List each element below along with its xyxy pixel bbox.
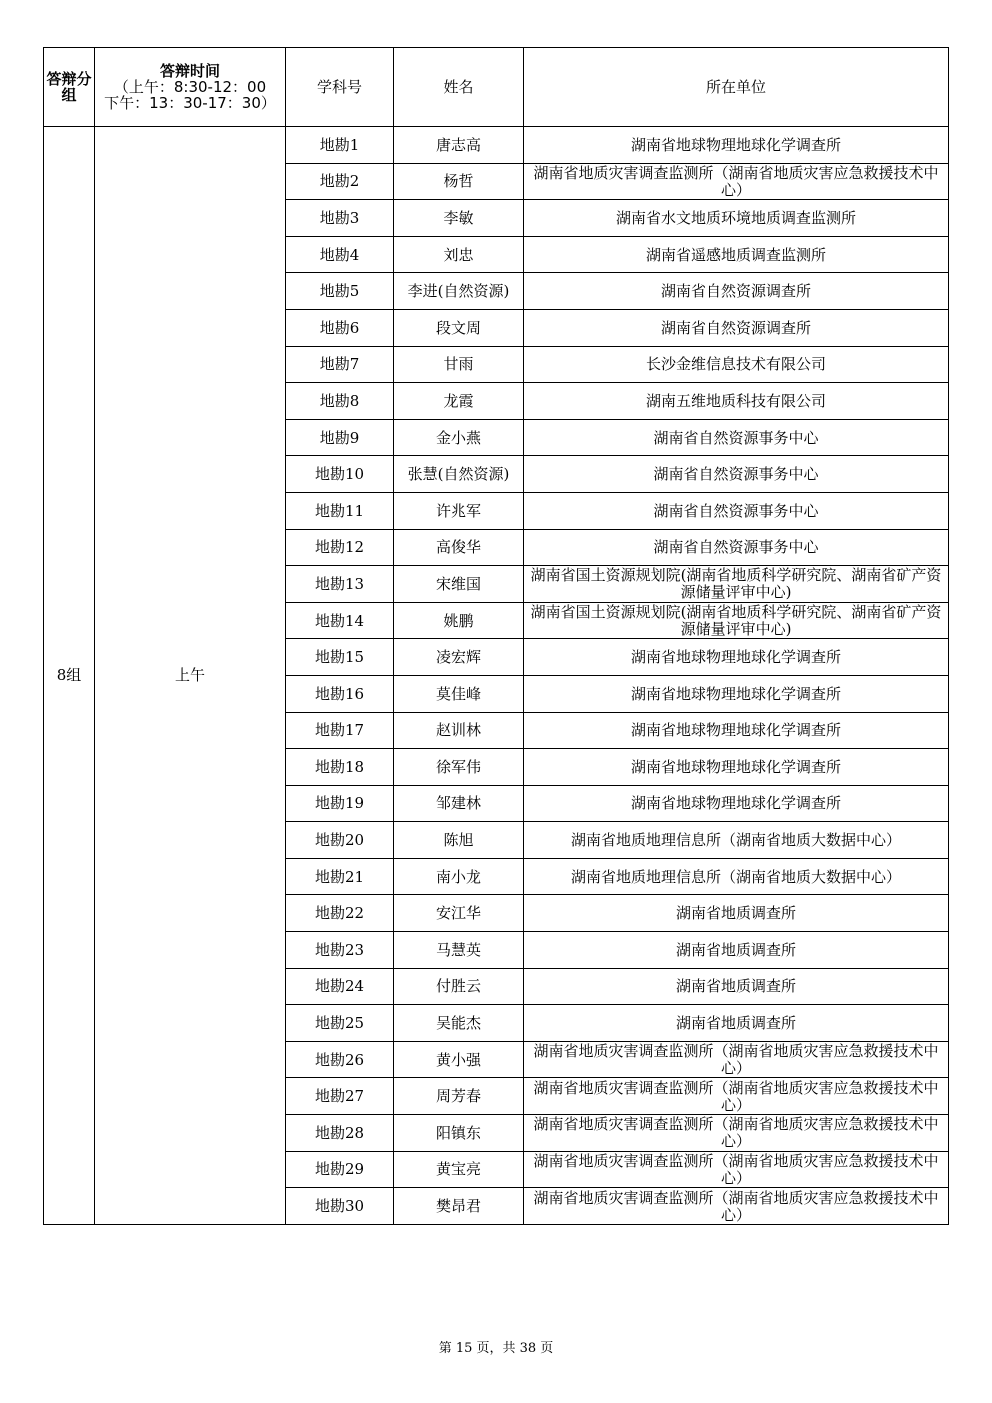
unit-text: 湖南省地质调查所 [675, 1014, 796, 1033]
unit-text: 湖南省地质灾害调查监测所（湖南省地质灾害应急救援技术中心） [533, 1079, 939, 1113]
unit-cell [524, 1078, 949, 1115]
unit-text: 湖南省国土资源规划院(湖南省地质科学研究院、湖南省矿产资源储量评审中心) [530, 567, 942, 601]
page-footer: 第 15 页，共 38 页 [438, 1341, 554, 1356]
unit-cell [524, 639, 949, 676]
name-cell: 莫佳峰 [394, 675, 524, 712]
subject-no-cell: 地勘6 [286, 309, 394, 346]
unit-cell [524, 163, 949, 200]
unit-cell [524, 785, 949, 822]
unit-text: 湖南省自然资源事务中心 [653, 465, 819, 484]
name-cell: 凌宏辉 [394, 639, 524, 676]
unit-text: 湖南五维地质科技有限公司 [645, 391, 826, 410]
name-cell: 樊昂君 [394, 1188, 524, 1225]
subject-no-cell: 地勘15 [286, 639, 394, 676]
schedule-table [43, 47, 949, 1225]
unit-text: 湖南省自然资源调查所 [660, 318, 811, 337]
subject-no-cell: 地勘19 [286, 785, 394, 822]
unit-cell [524, 236, 949, 273]
name-cell: 李敏 [394, 200, 524, 237]
subject-no-cell: 地勘8 [286, 383, 394, 420]
unit-text: 湖南省自然资源调查所 [660, 282, 811, 301]
subject-no-cell: 地勘24 [286, 968, 394, 1005]
subject-no-cell: 地勘29 [286, 1151, 394, 1188]
name-cell: 南小龙 [394, 858, 524, 895]
unit-cell [524, 1188, 949, 1225]
unit-cell [524, 492, 949, 529]
time-cell: 上午 [95, 127, 286, 1225]
name-cell: 宋维国 [394, 566, 524, 603]
subject-no-cell: 地勘17 [286, 712, 394, 749]
unit-text: 湖南省国土资源规划院(湖南省地质科学研究院、湖南省矿产资源储量评审中心) [530, 604, 942, 638]
header-row [44, 48, 949, 127]
unit-cell [524, 895, 949, 932]
name-cell: 张慧(自然资源) [394, 456, 524, 493]
name-cell: 周芳春 [394, 1078, 524, 1115]
subject-no-cell: 地勘16 [286, 675, 394, 712]
subject-no-cell: 地勘30 [286, 1188, 394, 1225]
name-cell: 许兆军 [394, 492, 524, 529]
unit-text: 湖南省地球物理地球化学调查所 [630, 721, 841, 740]
subject-no-cell: 地勘7 [286, 346, 394, 383]
unit-text: 湖南省自然资源事务中心 [653, 428, 819, 447]
name-cell: 李进(自然资源) [394, 273, 524, 310]
subject-no-cell: 地勘22 [286, 895, 394, 932]
header-name: 姓名 [394, 48, 524, 127]
unit-cell [524, 932, 949, 969]
unit-cell [524, 200, 949, 237]
header-time-am: （上午：8:30-12：00 [113, 78, 267, 96]
unit-cell [524, 1041, 949, 1078]
header-time [95, 48, 286, 127]
name-cell: 甘雨 [394, 346, 524, 383]
unit-text: 湖南省遥感地质调查监测所 [645, 245, 826, 264]
unit-text: 湖南省地球物理地球化学调查所 [630, 648, 841, 667]
name-cell: 龙霞 [394, 383, 524, 420]
name-cell: 姚鹏 [394, 602, 524, 639]
subject-no-cell: 地勘25 [286, 1005, 394, 1042]
subject-no-cell: 地勘12 [286, 529, 394, 566]
name-cell: 马慧英 [394, 932, 524, 969]
subject-no-cell: 地勘23 [286, 932, 394, 969]
unit-cell [524, 1005, 949, 1042]
unit-cell [524, 309, 949, 346]
subject-no-cell: 地勘1 [286, 127, 394, 164]
unit-text: 湖南省地质灾害调查监测所（湖南省地质灾害应急救援技术中心） [533, 164, 939, 198]
unit-text: 湖南省地质调查所 [675, 904, 796, 923]
unit-text: 湖南省地质调查所 [675, 940, 796, 959]
name-cell: 陈旭 [394, 822, 524, 859]
name-cell: 金小燕 [394, 419, 524, 456]
name-cell: 唐志高 [394, 127, 524, 164]
unit-cell [524, 858, 949, 895]
unit-cell [524, 273, 949, 310]
unit-text: 湖南省地质调查所 [675, 977, 796, 996]
subject-no-cell: 地勘26 [286, 1041, 394, 1078]
name-cell: 付胜云 [394, 968, 524, 1005]
unit-cell [524, 346, 949, 383]
subject-no-cell: 地勘10 [286, 456, 394, 493]
unit-text: 湖南省地质灾害调查监测所（湖南省地质灾害应急救援技术中心） [533, 1043, 939, 1077]
unit-text: 湖南省水文地质环境地质调查监测所 [615, 208, 856, 227]
unit-text: 湖南省地球物理地球化学调查所 [630, 794, 841, 813]
subject-no-cell: 地勘11 [286, 492, 394, 529]
name-cell: 徐军伟 [394, 749, 524, 786]
name-cell: 刘忠 [394, 236, 524, 273]
subject-no-cell: 地勘21 [286, 858, 394, 895]
subject-no-cell: 地勘13 [286, 566, 394, 603]
unit-text: 长沙金维信息技术有限公司 [645, 355, 826, 374]
name-cell: 黄小强 [394, 1041, 524, 1078]
name-cell: 邹建林 [394, 785, 524, 822]
unit-text: 湖南省自然资源事务中心 [653, 538, 819, 557]
subject-no-cell: 地勘3 [286, 200, 394, 237]
unit-cell [524, 602, 949, 639]
unit-text: 湖南省地质灾害调查监测所（湖南省地质灾害应急救援技术中心） [533, 1152, 939, 1186]
unit-text: 湖南省地质灾害调查监测所（湖南省地质灾害应急救援技术中心） [533, 1116, 939, 1150]
unit-cell [524, 456, 949, 493]
unit-text: 湖南省地质灾害调查监测所（湖南省地质灾害应急救援技术中心） [533, 1189, 939, 1223]
name-cell: 杨哲 [394, 163, 524, 200]
unit-text: 湖南省地球物理地球化学调查所 [630, 135, 841, 154]
unit-cell [524, 419, 949, 456]
unit-cell [524, 749, 949, 786]
unit-cell [524, 1115, 949, 1152]
subject-no-cell: 地勘14 [286, 602, 394, 639]
header-group: 答辩分组 [44, 48, 95, 127]
group-cell: 8组 [44, 127, 95, 1225]
unit-cell [524, 529, 949, 566]
name-cell: 段文周 [394, 309, 524, 346]
name-cell: 安江华 [394, 895, 524, 932]
name-cell: 黄宝亮 [394, 1151, 524, 1188]
unit-cell [524, 1151, 949, 1188]
subject-no-cell: 地勘9 [286, 419, 394, 456]
subject-no-cell: 地勘20 [286, 822, 394, 859]
header-unit: 所在单位 [524, 48, 949, 127]
unit-cell [524, 675, 949, 712]
unit-cell [524, 712, 949, 749]
subject-no-cell: 地勘18 [286, 749, 394, 786]
name-cell: 高俊华 [394, 529, 524, 566]
subject-no-cell: 地勘27 [286, 1078, 394, 1115]
unit-text: 湖南省地质地理信息所（湖南省地质大数据中心） [570, 867, 901, 886]
name-cell: 阳镇东 [394, 1115, 524, 1152]
header-subject-no: 学科号 [286, 48, 394, 127]
table-row [44, 127, 949, 164]
unit-cell [524, 566, 949, 603]
header-time-pm: 下午：13：30-17：30） [104, 94, 276, 112]
subject-no-cell: 地勘2 [286, 163, 394, 200]
subject-no-cell: 地勘5 [286, 273, 394, 310]
name-cell: 赵训林 [394, 712, 524, 749]
unit-cell [524, 127, 949, 164]
subject-no-cell: 地勘4 [286, 236, 394, 273]
subject-no-cell: 地勘28 [286, 1115, 394, 1152]
unit-cell [524, 968, 949, 1005]
header-time-title: 答辩时间 [159, 62, 220, 80]
unit-text: 湖南省地球物理地球化学调查所 [630, 684, 841, 703]
unit-text: 湖南省地质地理信息所（湖南省地质大数据中心） [570, 831, 901, 850]
unit-cell [524, 383, 949, 420]
unit-text: 湖南省地球物理地球化学调查所 [630, 757, 841, 776]
name-cell: 吴能杰 [394, 1005, 524, 1042]
unit-cell [524, 822, 949, 859]
unit-text: 湖南省自然资源事务中心 [653, 501, 819, 520]
